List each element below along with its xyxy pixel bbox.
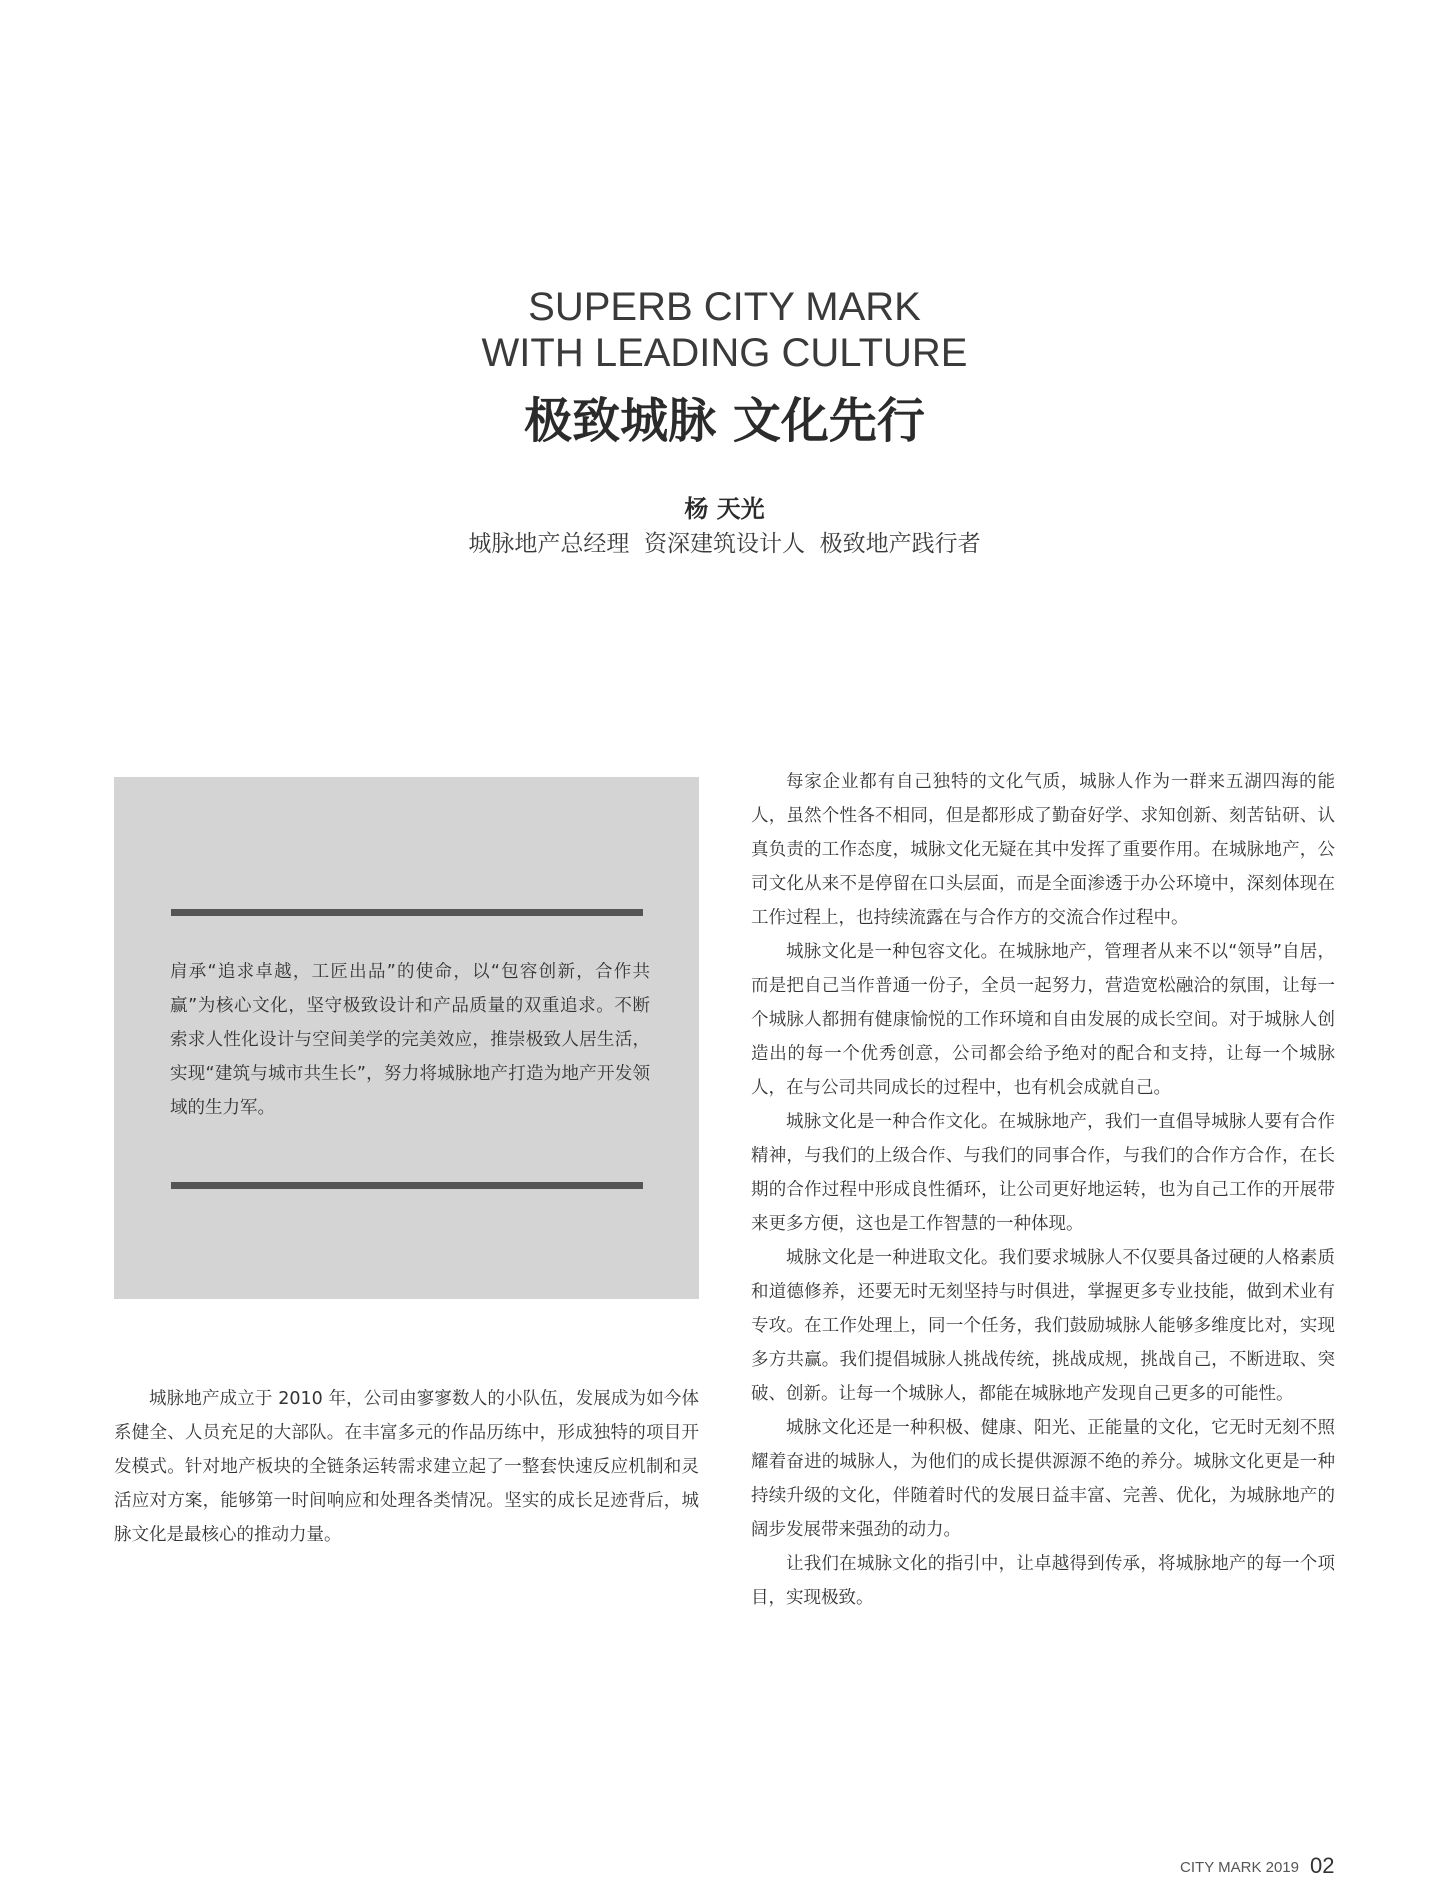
pull-quote-text: 肩承“追求卓越，工匠出品”的使命，以“包容创新，合作共赢”为核心文化，坚守极致设计和产品质量的双重追求。不断索求人性化设计与空间美学的完美效应，推崇极致人居生活，实现“建筑与城市共生长”，努力将城脉地产打造为地产开发领域的生力军。: [170, 962, 650, 1118]
right-paragraph-3: 城脉文化是一种合作文化。在城脉地产，我们一直倡导城脉人要有合作精神，与我们的上级合作、与我们的同事合作，与我们的合作方合作，在长期的合作过程中形成良性循环，让公司更好地运转，也为自己工作的开展带来更多方便，这也是工作智慧的一种体现。: [751, 1112, 1335, 1234]
title-english-line-2: WITH LEADING CULTURE: [481, 331, 968, 375]
quote-top-rule: [171, 909, 643, 916]
right-paragraph-6: 让我们在城脉文化的指引中，让卓越得到传承，将城脉地产的每一个项目，实现极致。: [751, 1554, 1335, 1608]
author-title: 城脉地产总经理 资深建筑设计人 极致地产践行者: [468, 531, 981, 557]
quote-bottom-rule: [171, 1182, 643, 1189]
title-english-line-1: SUPERB CITY MARK: [528, 285, 921, 329]
pull-quote-box: [114, 777, 699, 1299]
author-name: 杨 天光: [684, 495, 765, 523]
left-paragraph: 城脉地产成立于 2010 年，公司由寥寥数人的小队伍，发展成为如今体系健全、人员充足的大部队。在丰富多元的作品历练中，形成独特的项目开发模式。针对地产板块的全链条运转需求建立起了一整套快速反应机制和灵活应对方案，能够第一时间响应和处理各类情况。坚实的成长足迹背后，城脉文化是最核心的推动力量。: [114, 1389, 699, 1545]
right-column-body: [751, 765, 1335, 1615]
right-paragraph-4: 城脉文化是一种进取文化。我们要求城脉人不仅要具备过硬的人格素质和道德修养，还要无时无刻坚持与时俱进，掌握更多专业技能，做到术业有专攻。在工作处理上，同一个任务，我们鼓励城脉人能够多维度比对，实现多方共赢。我们提倡城脉人挑战传统，挑战成规，挑战自己，不断进取、突破、创新。让每一个城脉人，都能在城脉地产发现自己更多的可能性。: [751, 1248, 1335, 1404]
title-chinese: 极致城脉 文化先行: [524, 393, 925, 449]
right-paragraph-5: 城脉文化还是一种积极、健康、阳光、正能量的文化，它无时无刻不照耀着奋进的城脉人，为他们的成长提供源源不绝的养分。城脉文化更是一种持续升级的文化，伴随着时代的发展日益丰富、完善、优化，为城脉地产的阔步发展带来强劲的动力。: [751, 1418, 1335, 1540]
right-paragraph-2: 城脉文化是一种包容文化。在城脉地产，管理者从来不以“领导”自居，而是把自己当作普通一份子，全员一起努力，营造宽松融洽的氛围，让每一个城脉人都拥有健康愉悦的工作环境和自由发展的成长空间。对于城脉人创造出的每一个优秀创意，公司都会给予绝对的配合和支持，让每一个城脉人，在与公司共同成长的过程中，也有机会成就自己。: [751, 942, 1335, 1098]
page-number: 02: [1310, 1853, 1335, 1878]
right-paragraph-1: 每家企业都有自己独特的文化气质，城脉人作为一群来五湖四海的能人，虽然个性各不相同，但是都形成了勤奋好学、求知创新、刻苦钻研、认真负责的工作态度，城脉文化无疑在其中发挥了重要作用。在城脉地产，公司文化从来不是停留在口头层面，而是全面渗透于办公环境中，深刻体现在工作过程上，也持续流露在与合作方的交流合作过程中。: [751, 772, 1335, 928]
footer-publication-label: CITY MARK 2019: [1180, 1859, 1299, 1876]
left-column-body: [114, 1382, 699, 1552]
